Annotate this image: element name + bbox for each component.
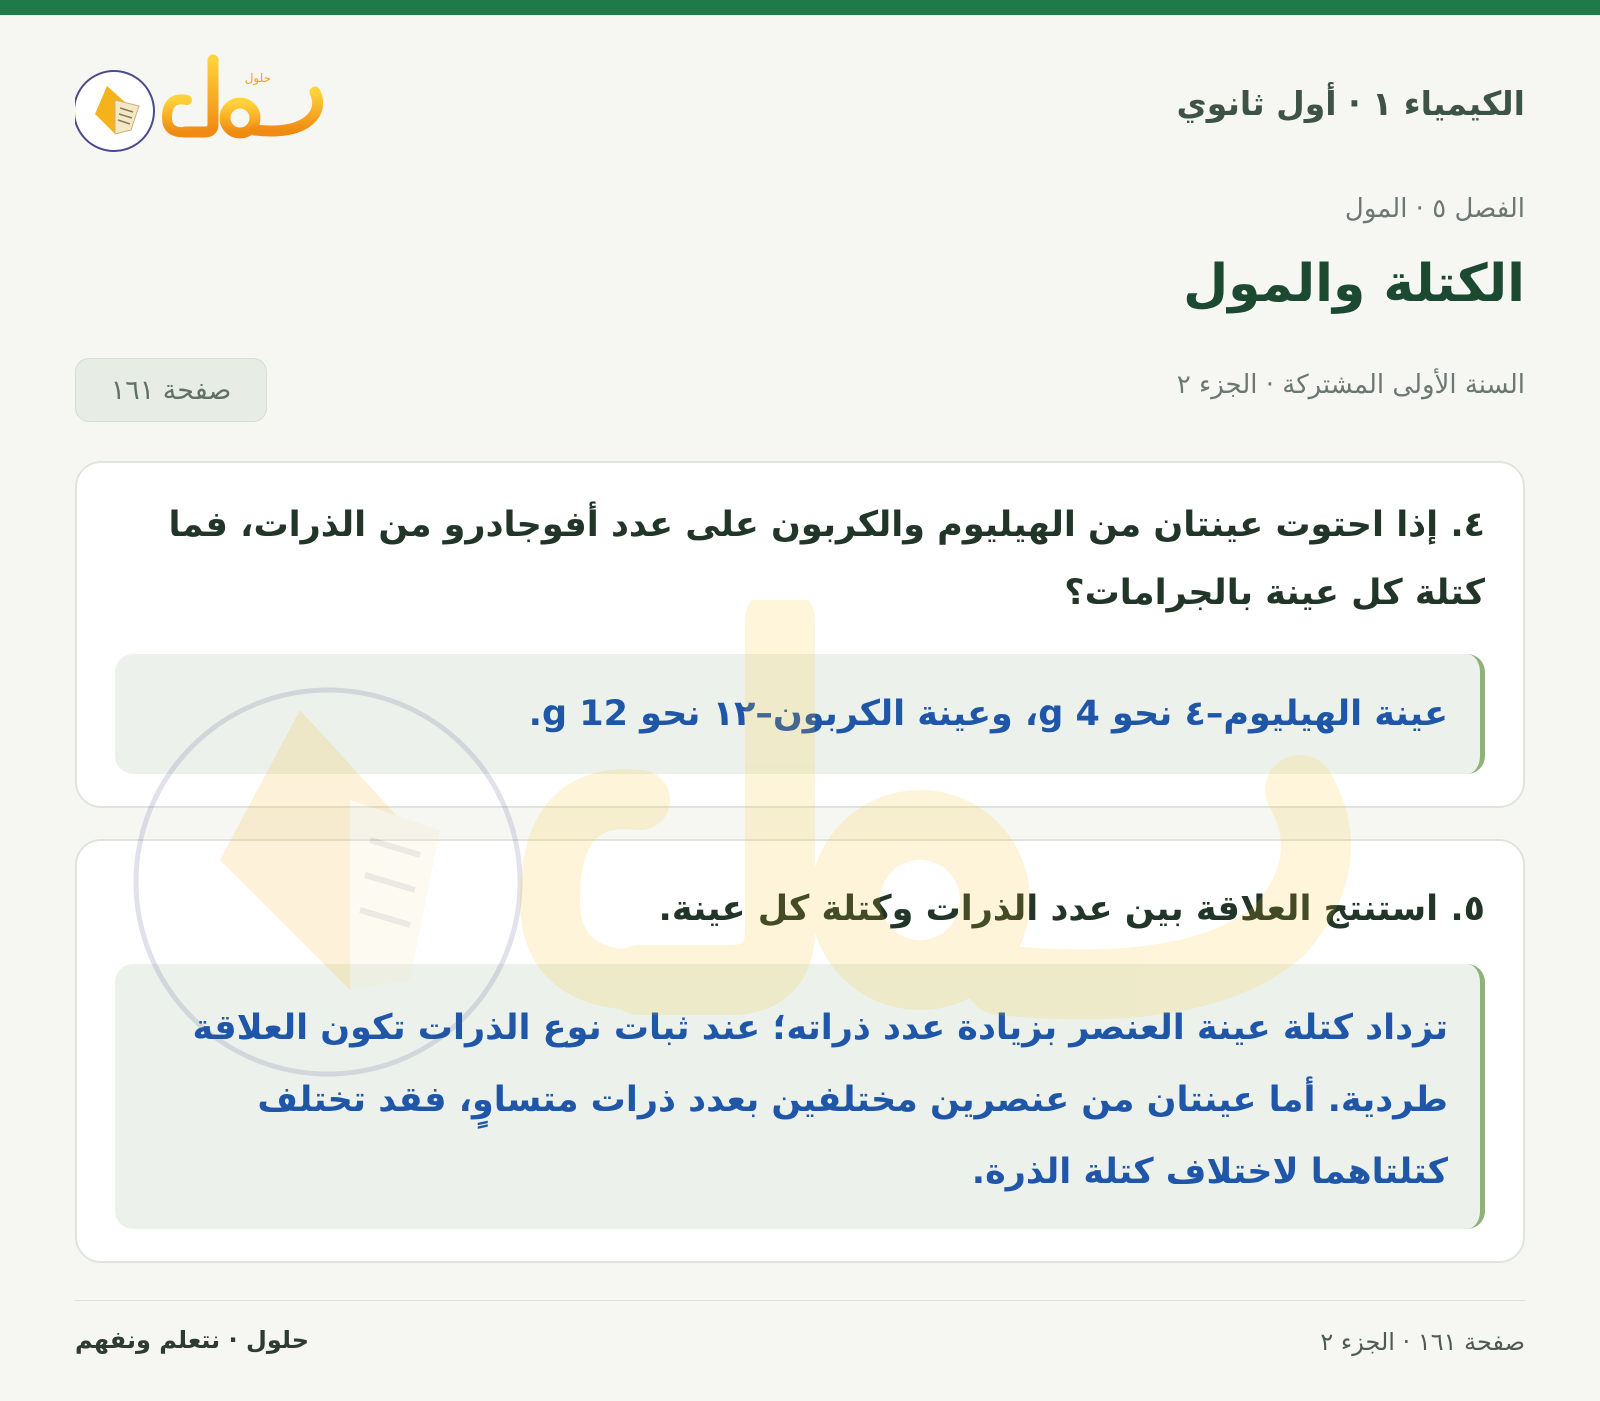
question-card — [75, 461, 1525, 808]
lesson-title: الكتلة والمول — [1183, 254, 1525, 314]
answer-box — [115, 964, 1485, 1229]
logo[interactable] — [75, 52, 335, 156]
book-info: السنة الأولى المشتركة · الجزء ٢ — [1176, 370, 1525, 400]
answer-text: تزداد كتلة عينة العنصر بزيادة عدد ذراته؛ عند ثبات نوع الذرات تكون العلاقة طردية. أما عينتان من عنصرين مختلفين بعدد ذرات متساوٍ، فقد تختلف كتلتاهما لاختلاف كتلة الذرة. — [192, 1008, 1448, 1192]
header — [75, 52, 1525, 156]
chapter-breadcrumb: الفصل ٥ · المول — [1344, 194, 1525, 224]
question-text: ٥. استنتج العلاقة بين عدد الذرات وكتلة كل عينة. — [658, 889, 1485, 929]
answer-box — [115, 654, 1485, 774]
book-icon — [75, 71, 154, 151]
footer-brand: حلول · نتعلم ونفهم — [75, 1326, 309, 1354]
logo-graphic — [75, 52, 335, 156]
page-number-badge: صفحة ١٦١ — [75, 358, 267, 422]
subject-title: الكيمياء ١ · أول ثانوي — [1176, 84, 1525, 123]
answer-text: عينة الهيليوم–٤ نحو 4 g، وعينة الكربون–١٢ نحو 12 g. — [528, 694, 1448, 734]
question-card — [75, 839, 1525, 1263]
top-accent-bar — [0, 0, 1600, 15]
footer-divider — [75, 1300, 1525, 1301]
question-text: ٤. إذا احتوت عينتان من الهيليوم والكربون على عدد أفوجادرو من الذرات، فما كتلة كل عينة بالجرامات؟ — [168, 505, 1485, 613]
svg-text:حلول: حلول — [244, 71, 271, 85]
footer-page-info: صفحة ١٦١ · الجزء ٢ — [1320, 1328, 1525, 1356]
